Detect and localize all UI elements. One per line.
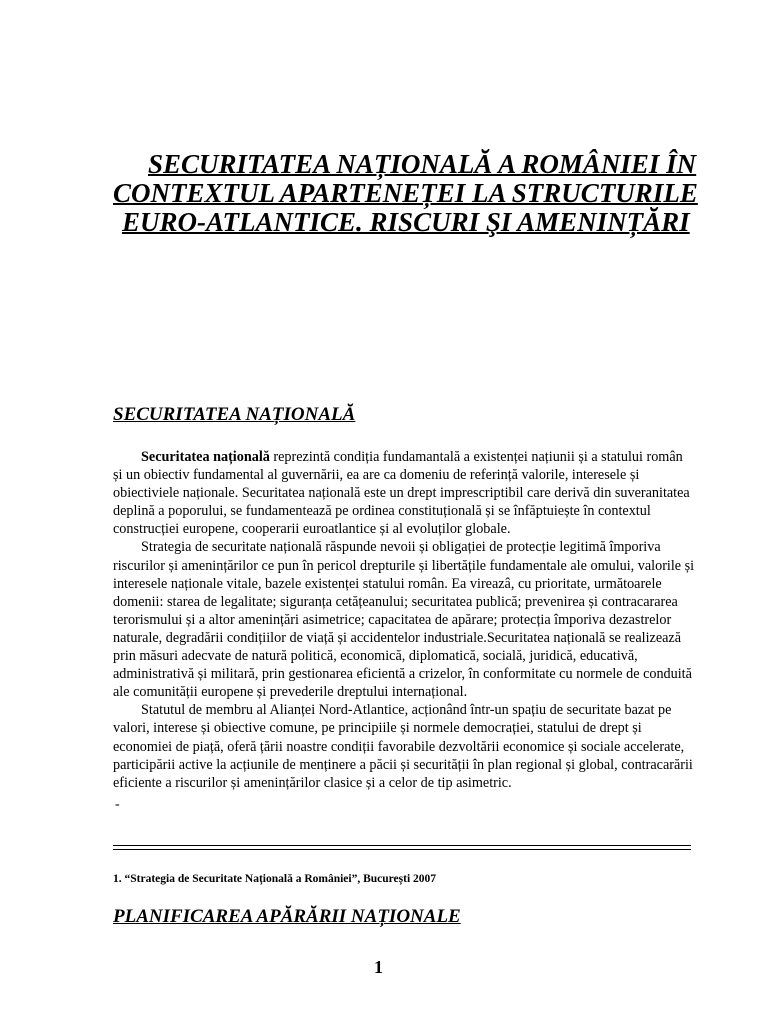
page-number: 1 <box>374 957 383 977</box>
paragraph-1-lead: Securitatea națională <box>141 449 270 465</box>
title-line-3: EURO-ATLANTICE. RISCURI ŞI AMENINȚĂRI <box>122 207 690 237</box>
title-line-1: SECURITATEA NAȚIONALĂ A ROMÂNIEI ÎN <box>148 149 697 179</box>
paragraph-1 <box>113 448 695 538</box>
paragraph-2: Strategia de securitate națională răspunde nevoii și obligației de protecție legitimă împoriva riscurilor și amenințărilor ce pun în pericol drepturile și libertățile fundamentale ale omului, valorile și interesele naționale vitale, bazele existenței statului român. Ea vireazâ, cu prioritate, următoarele domenii: starea de legalitate; siguranța cetățeanului; securitatea publică; prevenirea și contracararea terorismului și a altor amenințări asimetrice; capacitatea de apărare; protecția împoriva dezastrelor naturale, degradării condițiilor de viață și accidentelor industriale.Securitatea națională se realizează prin măsuri adecvate de natură politică, economică, diplomatică, socială, juridică, educativă, administrativă și militară, prin gestionarea eficientă a crizelor, în conformitate cu normele de conduită ale comunității europene și prevederile dreptului internațional. <box>113 539 695 701</box>
title-line-2: CONTEXTUL APARTENEȚEI LA STRUCTURILE <box>113 178 698 208</box>
body-text <box>113 448 695 792</box>
footnote: 1. “Strategia de Securitate Națională a României”, București 2007 <box>113 873 437 885</box>
paragraph-3: Statutul de membru al Alianței Nord-Atlantice, acționând într-un spațiu de securitate bazat pe valori, interese și obiective comune, pe principiile și normele democrației, statului de drept și economiei de piață, oferă țării noastre condiții favorabile dezvoltării economice și sociale accelerate, participării active la acțiunile de menținere a păcii și securității în plan regional și global, contracarării eficiente a riscurilor și amenințărilor clasice și a celor de tip asimetric. <box>113 702 693 791</box>
dash-marker: - <box>115 797 120 812</box>
footnote-separator-second-line <box>113 849 691 850</box>
paragraph-1-text: reprezintă condiția fundamantală a existenței națiunii și a statului român și un obiectiv fundamental al guvernării, ea are ca domeniu de referință valorile, interesele și obiectiviele naționale. Securitatea națională este un drept imprescriptibil care derivă din suveranitatea deplină a poporului, se fundamentează pe ordinea constituțională și se înfăptuiește în contextul construcției europene, cooperarii euroatlantice și al evoluților globale. <box>113 449 690 538</box>
section-heading-planificarea: PLANIFICAREA APĂRĂRII NAȚIONALE <box>113 906 461 927</box>
footnote-separator <box>113 845 691 846</box>
section-heading-securitatea: SECURITATEA NAȚIONALĂ <box>113 404 356 425</box>
document-title <box>113 150 713 237</box>
